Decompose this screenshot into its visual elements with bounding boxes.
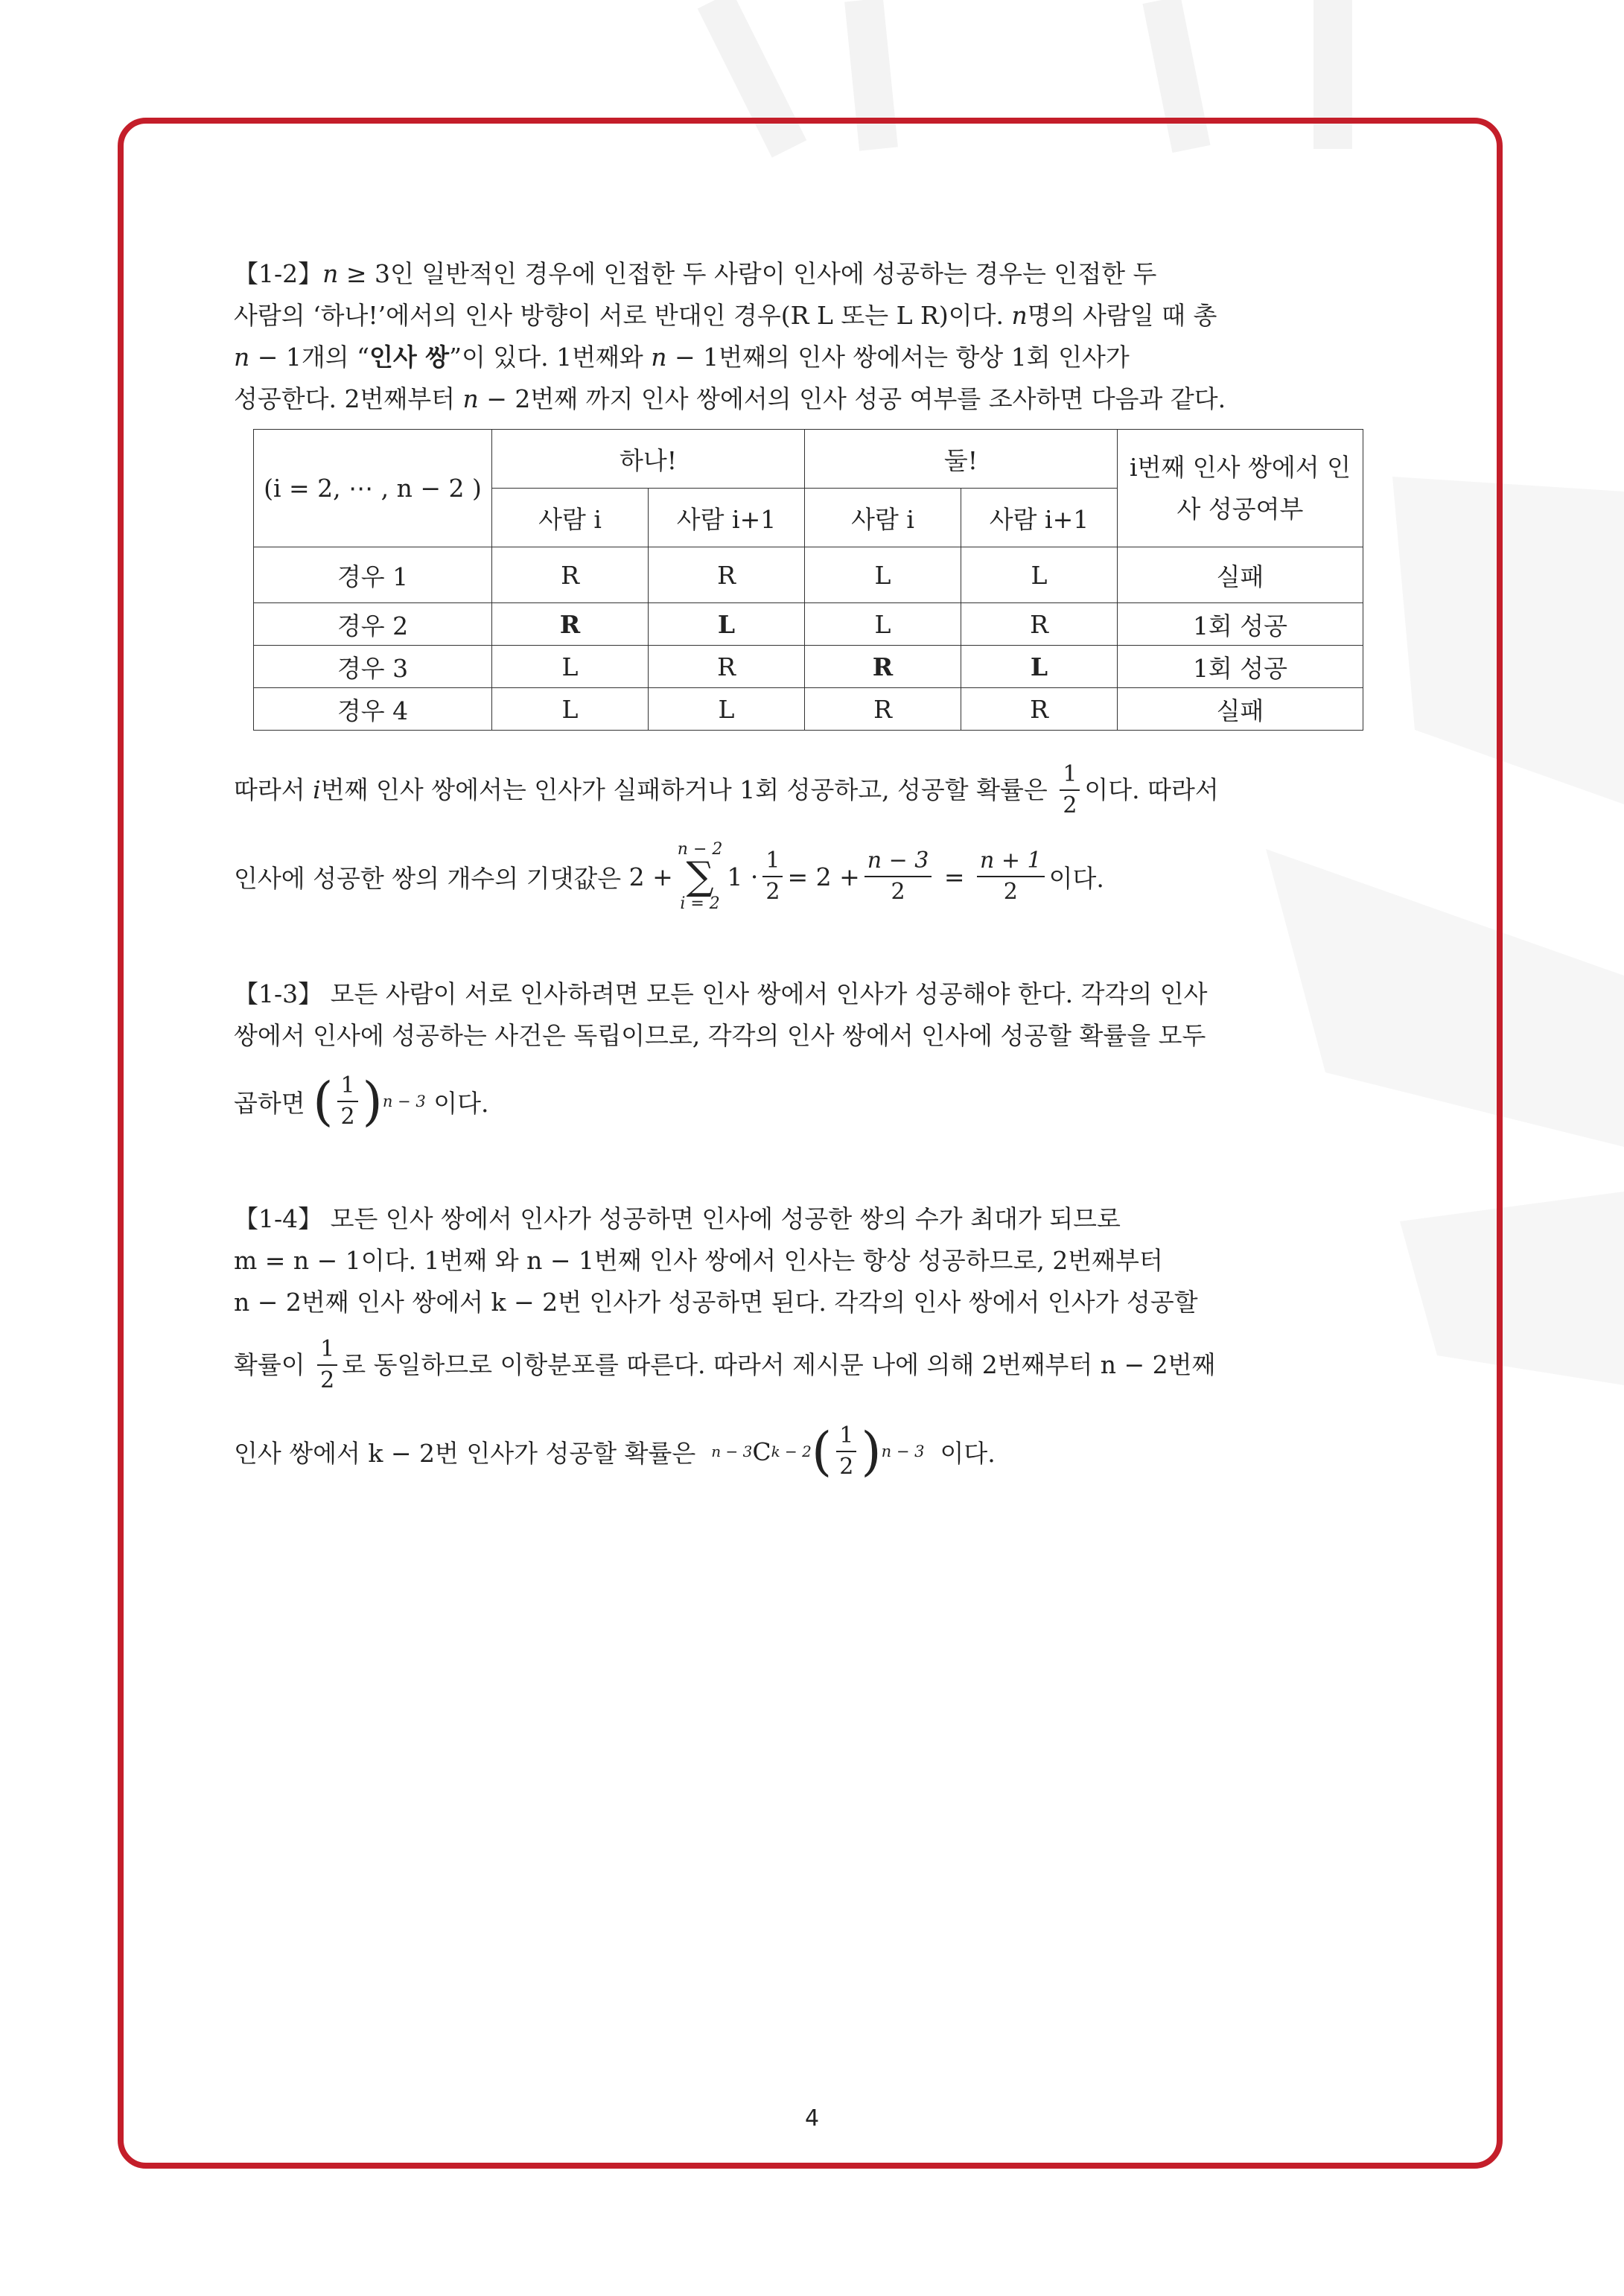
fraction-one-half bbox=[1060, 761, 1080, 819]
table-cell: L bbox=[805, 547, 961, 603]
table-cell: L bbox=[649, 603, 805, 646]
s12-text-3a: − 1개의 “ bbox=[257, 343, 370, 372]
table-cell: L bbox=[649, 688, 805, 731]
s13-text-2: 쌍에서 인사에 성공하는 사건은 독립이므로, 각각의 인사 쌍에서 인사에 성공할 확률을 모두 bbox=[234, 1021, 1206, 1050]
table-cell: R bbox=[961, 688, 1118, 731]
fraction-denominator: 2 bbox=[891, 879, 905, 905]
s14-text-3b: k − 2번 인사가 성공하면 된다. 각각의 인사 쌍에서 인사가 성공할 bbox=[491, 1288, 1198, 1317]
fraction-numerator: 1 bbox=[1060, 761, 1080, 791]
table-cell: 경우 2 bbox=[254, 603, 492, 646]
table-row bbox=[254, 603, 1363, 646]
fraction-denominator: 2 bbox=[765, 879, 780, 905]
section-1-2 bbox=[234, 253, 1395, 420]
s12-text-3d: − 1번째의 인사 쌍에서는 항상 1회 인사가 bbox=[675, 343, 1130, 372]
fraction-one-half bbox=[762, 848, 783, 906]
s12-line-1 bbox=[234, 253, 1395, 295]
after-text-1c: 이다. 따라서 bbox=[1084, 775, 1219, 804]
paren-open: ( bbox=[811, 1421, 832, 1482]
s14-text-2a: m = n − 1이다. 1번째 와 bbox=[234, 1246, 519, 1275]
var-n: n bbox=[1011, 301, 1028, 330]
paren-close: ) bbox=[362, 1071, 383, 1132]
var-n: n bbox=[462, 384, 479, 413]
s12-text-4b: − 2번째 까지 인사 쌍에서의 인사 성공 여부를 조사하면 다음과 같다. bbox=[486, 384, 1226, 413]
fraction-denominator: 2 bbox=[340, 1104, 355, 1130]
table-cell: 실패 bbox=[1118, 547, 1363, 603]
table-header-result: i번째 인사 쌍에서 인사 성공여부 bbox=[1118, 430, 1363, 547]
fraction-numerator: 1 bbox=[762, 848, 783, 877]
table-cell: 실패 bbox=[1118, 688, 1363, 731]
table-cell: R bbox=[805, 688, 961, 731]
expr-lead: 2 + bbox=[628, 862, 673, 891]
s12-text-2b: 명의 사람일 때 총 bbox=[1027, 301, 1217, 330]
fraction-denominator: 2 bbox=[839, 1454, 854, 1480]
fraction-one-half bbox=[337, 1072, 357, 1130]
fraction-n-minus-3-over-2 bbox=[864, 848, 932, 906]
var-n: n bbox=[651, 343, 667, 372]
s13-line-2 bbox=[234, 1015, 1395, 1057]
table-cell: L bbox=[961, 646, 1118, 688]
var-n: n bbox=[234, 343, 250, 372]
table-corner-cell: (i = 2, ⋯ , n − 2 ) bbox=[254, 430, 492, 547]
fraction-denominator: 2 bbox=[1063, 792, 1077, 818]
table-cell: 경우 3 bbox=[254, 646, 492, 688]
s13-text-1: 모든 사람이 서로 인사하려면 모든 인사 쌍에서 인사가 성공해야 한다. 각각의 인사 bbox=[330, 979, 1208, 1008]
table-cell: 1회 성공 bbox=[1118, 603, 1363, 646]
fraction-one-half bbox=[836, 1422, 856, 1481]
s12-line-3 bbox=[234, 337, 1395, 378]
s14-text-2b: n − 1번째 인사 쌍에서 인사는 항상 성공하므로, 2번째부터 bbox=[526, 1246, 1163, 1275]
table-cell: R bbox=[961, 603, 1118, 646]
s14-text-4c: n − 2번째 bbox=[1100, 1350, 1216, 1379]
s14-text-4b: 로 동일하므로 이항분포를 따른다. 따라서 제시문 나에 의해 2번째부터 bbox=[342, 1350, 1093, 1379]
after-text-1a: 따라서 bbox=[234, 775, 305, 804]
sigma-symbol: ∑ bbox=[686, 854, 714, 899]
s12-tag: 【1-2】 bbox=[234, 259, 323, 288]
s14-text-5a: 인사 쌍에서 bbox=[234, 1438, 360, 1468]
s13-tag: 【1-3】 bbox=[234, 979, 323, 1008]
table-cell: 1회 성공 bbox=[1118, 646, 1363, 688]
fraction-numerator: 1 bbox=[337, 1072, 357, 1102]
s12-line-4 bbox=[234, 378, 1395, 420]
table-cell: L bbox=[492, 646, 649, 688]
table-header-dul: 둘! bbox=[805, 430, 1118, 489]
expr-term: 1 · bbox=[727, 862, 759, 891]
expr-eq2: = bbox=[943, 862, 965, 891]
var-n: n bbox=[322, 259, 339, 288]
expectation-line-1 bbox=[234, 748, 1395, 832]
comb-k-value: k − 2 bbox=[771, 1443, 812, 1460]
expr-eq1: = 2 + bbox=[787, 862, 860, 891]
s14-text-1: 모든 인사 쌍에서 인사가 성공하면 인사에 성공한 쌍의 수가 최대가 되므로 bbox=[330, 1204, 1121, 1233]
paren-close: ) bbox=[861, 1421, 882, 1482]
s12-text-3c: ”이 있다. 1번째와 bbox=[449, 343, 643, 372]
var-i: i bbox=[313, 775, 321, 804]
fraction-numerator: n − 3 bbox=[864, 848, 932, 877]
document-body bbox=[234, 253, 1395, 1496]
s14-text-5c: 이다. bbox=[940, 1438, 996, 1468]
comb-symbol: C bbox=[752, 1437, 771, 1466]
table-cell: 경우 1 bbox=[254, 547, 492, 603]
table-cell: R bbox=[649, 646, 805, 688]
table-cell: R bbox=[492, 603, 649, 646]
s14-text-4a: 확률이 bbox=[234, 1350, 305, 1379]
s14-text-5b: k − 2번 인사가 성공할 확률은 bbox=[368, 1438, 696, 1468]
s12-text-3b-bold: 인사 쌍 bbox=[369, 343, 450, 372]
expectation-line-2 bbox=[234, 832, 1395, 921]
s12-text-1: ≥ 3인 일반적인 경우에 인접한 두 사람이 인사에 성공하는 경우는 인접한 두 bbox=[346, 259, 1157, 288]
exponent: n − 3 bbox=[382, 1093, 426, 1110]
sum-upper-limit: n − 2 bbox=[677, 840, 723, 859]
s12-text-4a: 성공한다. 2번째부터 bbox=[234, 384, 455, 413]
exponent: n − 3 bbox=[881, 1443, 925, 1460]
table-header-person-i1: 사람 i+1 bbox=[649, 489, 805, 547]
sum-lower-limit: i = 2 bbox=[680, 894, 720, 913]
s14-text-3a: n − 2번째 인사 쌍에서 bbox=[234, 1288, 484, 1317]
summation-sign bbox=[678, 840, 723, 913]
table-header-person-i1: 사람 i+1 bbox=[961, 489, 1118, 547]
page-number: 4 bbox=[804, 2105, 820, 2131]
table-cell: L bbox=[961, 547, 1118, 603]
table-row bbox=[254, 688, 1363, 731]
s14-line-3 bbox=[234, 1282, 1395, 1323]
s14-line-5 bbox=[234, 1407, 1395, 1496]
s14-line-4 bbox=[234, 1323, 1395, 1407]
after-text-1b: 번째 인사 쌍에서는 인사가 실패하거나 1회 성공하고, 성공할 확률은 bbox=[320, 775, 1048, 804]
table-cell: L bbox=[805, 603, 961, 646]
s13-line-1 bbox=[234, 973, 1395, 1015]
table-row bbox=[254, 646, 1363, 688]
fraction-numerator: n + 1 bbox=[977, 848, 1045, 877]
fraction-one-half bbox=[317, 1336, 337, 1394]
section-1-3 bbox=[234, 973, 1395, 1146]
table-row bbox=[254, 547, 1363, 603]
greeting-cases-table bbox=[253, 429, 1363, 731]
s14-line-2 bbox=[234, 1240, 1395, 1282]
fraction-numerator: 1 bbox=[836, 1422, 856, 1452]
after-text-2a: 인사에 성공한 쌍의 개수의 기댓값은 bbox=[234, 863, 622, 893]
fraction-n-plus-1-over-2 bbox=[977, 848, 1045, 906]
fraction-denominator: 2 bbox=[320, 1367, 335, 1393]
paren-open: ( bbox=[313, 1071, 334, 1132]
s12-text-2a: 사람의 ‘하나!’에서의 인사 방향이 서로 반대인 경우(R L 또는 L R)이다. bbox=[234, 301, 1004, 330]
table-header-person-i: 사람 i bbox=[492, 489, 649, 547]
table-cell: 경우 4 bbox=[254, 688, 492, 731]
table-header-person-i: 사람 i bbox=[805, 489, 961, 547]
s13-line-3 bbox=[234, 1057, 1395, 1146]
fraction-numerator: 1 bbox=[317, 1336, 337, 1366]
s14-tag: 【1-4】 bbox=[234, 1204, 323, 1233]
s13-text-3a: 곱하면 bbox=[234, 1088, 305, 1118]
section-1-4 bbox=[234, 1198, 1395, 1496]
table-cell: R bbox=[492, 547, 649, 603]
s12-line-2 bbox=[234, 295, 1395, 337]
table-header-hana: 하나! bbox=[492, 430, 805, 489]
table-cell: R bbox=[649, 547, 805, 603]
after-text-2c: 이다. bbox=[1048, 863, 1104, 893]
table-cell: L bbox=[492, 688, 649, 731]
fraction-denominator: 2 bbox=[1003, 879, 1018, 905]
table-cell: R bbox=[805, 646, 961, 688]
s13-text-3b: 이다. bbox=[433, 1088, 489, 1118]
comb-n-value: n − 3 bbox=[711, 1443, 753, 1460]
s14-line-1 bbox=[234, 1198, 1395, 1240]
